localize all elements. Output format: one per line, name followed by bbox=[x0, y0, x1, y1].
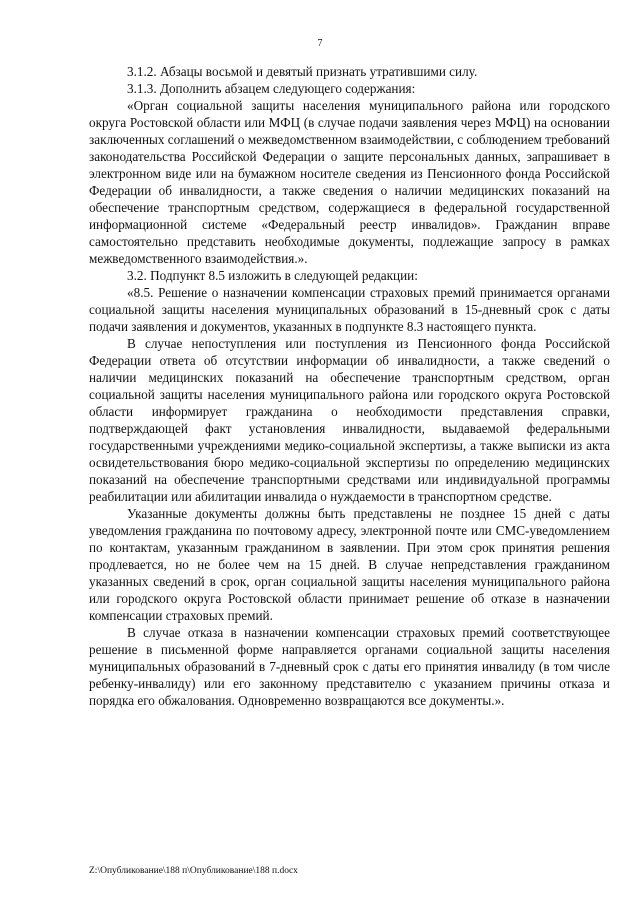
paragraph-refusal: В случае отказа в назначении компенсации страховых премий соответствующее решение в письменной форме направляется органами социальной защиты населения муниципальных образований в 7-дневный срок с даты его принятия инвалиду (в том числе ребенку-инвалиду) или его законному представителю с указанием причины отказа и порядка его обжалования. Одновременно возвращаются все документы.». bbox=[89, 625, 610, 708]
file-path-footer: Z:\Опубликование\188 п\Опубликование\188 п.docx bbox=[89, 866, 298, 876]
paragraph-documents-deadline: Указанные документы должны быть представлены не позднее 15 дней с даты уведомления гражданина по почтовому адресу, электронной почте или СМС-уведомлением по контактам, указанным гражданином в заявлении. При этом срок принятия решения продлевается, но не более чем на 15 дней. В случае непредставления гражданином указанных сведений в срок, орган социальной защиты населения муниципального района или городского округа Ростовской области принимает решение об отказе в назначении компенсации страховых премий. bbox=[89, 506, 610, 623]
paragraph-3-1-3: 3.1.3. Дополнить абзацем следующего содержания: bbox=[127, 81, 416, 96]
paragraph-quoted-insert: «Орган социальной защиты населения муниципального района или городского округа Ростовской области или МФЦ (в случае подачи заявления через МФЦ) на основании заключенных соглашений о межведомственном взаимодействии, с соблюдением требований законодательства Российской Федерации о защите персональных данных, запрашивает в электронном виде или на бумажном носителе сведения из Пенсионного фонда Российской Федерации об инвалидности, а также сведения о наличии медицинских показаний на обеспечение транспортным средством, содержащиеся в федеральной государственной информационной системе «Федеральный реестр инвалидов». Гражданин вправе самостоятельно представить необходимые документы, подлежащие запросу в рамках межведомственного взаимодействия.». bbox=[89, 98, 610, 266]
paragraph-8-5: «8.5. Решение о назначении компенсации страховых премий принимается органами социальной защиты населения муниципальных образований в 15-дневный срок с даты подачи заявления и документов, указанных в подпункте 8.3 настоящего пункта. bbox=[89, 285, 610, 334]
paragraph-3-2: 3.2. Подпункт 8.5 изложить в следующей редакции: bbox=[127, 268, 418, 283]
document-body bbox=[89, 63, 610, 709]
paragraph-3-1-2: 3.1.2. Абзацы восьмой и девятый признать утратившими силу. bbox=[127, 64, 478, 79]
page-number: 7 bbox=[317, 38, 323, 49]
paragraph-non-receipt: В случае непоступления или поступления из Пенсионного фонда Российской Федерации ответа об отсутствии информации об инвалидности, а также сведений о наличии медицинских показаний на обеспечение транспортным средством, орган социальной защиты населения муниципального района или городского округа Ростовской области информирует гражданина о необходимости представления справки, подтверждающей факт установления инвалидности, выдаваемой федеральными государственными учреждениями медико-социальной экспертизы, а также выписки из акта освидетельствования бюро медико-социальной экспертизы по определению медицинских показаний на обеспечение транспортными средствами или индивидуальной программы реабилитации или абилитации инвалида о нуждаемости в транспортном средстве. bbox=[89, 336, 610, 504]
